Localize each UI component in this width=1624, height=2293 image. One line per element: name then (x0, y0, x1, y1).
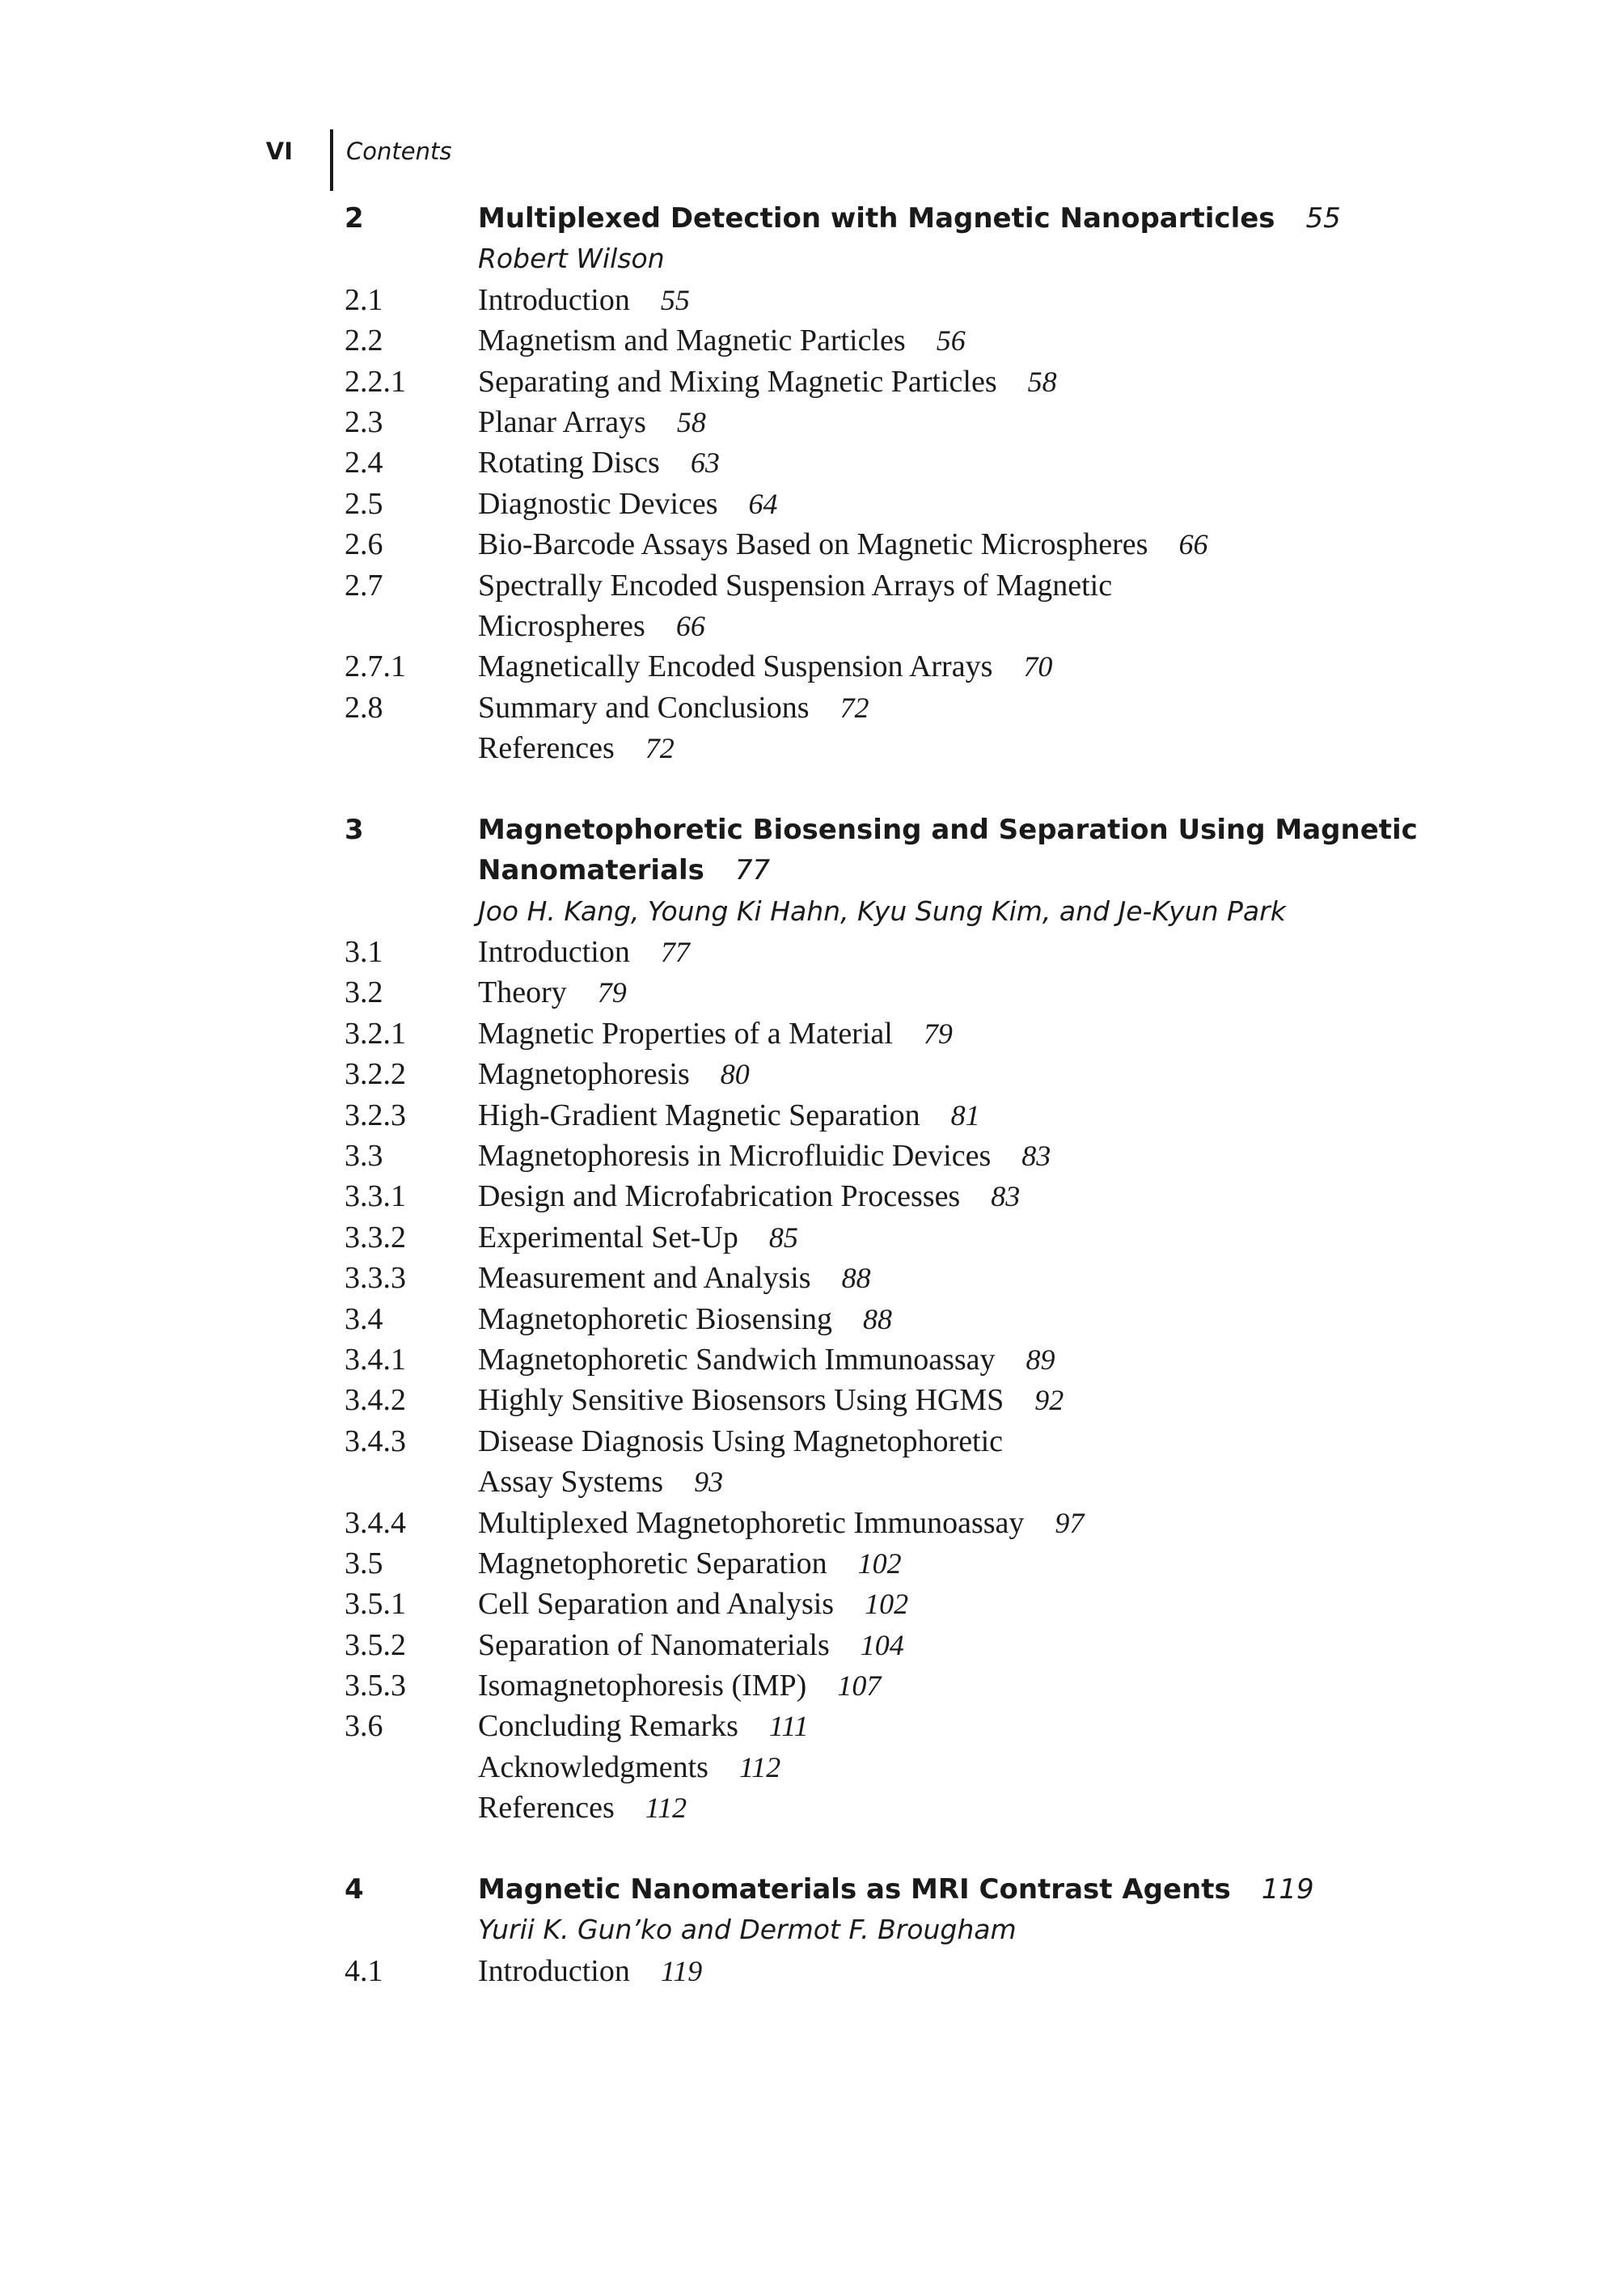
section-title: Introduction (478, 935, 630, 970)
section-title: References (478, 731, 615, 766)
running-head: Contents (346, 137, 452, 165)
chapter-authors: Joo H. Kang, Young Ki Hahn, Kyu Sung Kim, and Je-Kyun Park (478, 895, 1286, 927)
section-title-text (478, 484, 778, 524)
toc-entry[interactable] (345, 1054, 1315, 1094)
toc-entry[interactable] (345, 1503, 1315, 1543)
chapter-authors: Robert Wilson (478, 243, 665, 275)
section-title-text (478, 687, 869, 728)
header-rule (330, 129, 333, 191)
section-page: 102 (857, 1546, 902, 1580)
section-number: 3.2.1 (345, 1016, 406, 1051)
section-title: Magnetism and Magnetic Particles (478, 324, 906, 358)
section-number: 3.5 (345, 1546, 383, 1580)
section-number: 2.1 (345, 282, 383, 317)
section-number: 3.1 (345, 935, 383, 970)
section-number: 3.4.2 (345, 1383, 406, 1418)
section-page: 56 (936, 324, 966, 357)
section-page: 111 (768, 1710, 809, 1743)
section-page: 70 (1023, 650, 1053, 683)
section-title-text (478, 606, 705, 646)
chapter-authors-line (345, 1910, 1315, 1950)
section-title-text (478, 565, 1112, 606)
toc-entry[interactable] (345, 1584, 1315, 1624)
toc-entry[interactable] (345, 1380, 1315, 1420)
section-title-text (478, 1625, 904, 1665)
chapter-heading[interactable] (345, 810, 1418, 850)
section-title-text (478, 1503, 1084, 1543)
toc-entry[interactable] (345, 1136, 1315, 1176)
section-page: 72 (839, 691, 869, 724)
section-number: 2.3 (345, 404, 383, 439)
section-title: Theory (478, 975, 567, 1010)
section-title-text (478, 646, 1052, 687)
section-title-text (478, 320, 966, 361)
section-title: Bio-Barcode Assays Based on Magnetic Microspheres (478, 527, 1148, 562)
toc-entry[interactable] (345, 646, 1315, 687)
chapter-title-text (478, 198, 1341, 239)
section-title: Introduction (478, 282, 630, 317)
toc-entry[interactable] (345, 1747, 1315, 1787)
section-title: Diagnostic Devices (478, 486, 718, 521)
toc-entry[interactable] (345, 362, 1315, 402)
section-page: 97 (1055, 1506, 1085, 1539)
section-page: 88 (862, 1302, 892, 1335)
chapter-title-text (478, 850, 770, 891)
section-title: Isomagnetophoresis (IMP) (478, 1669, 807, 1703)
section-title-text (478, 1258, 871, 1298)
section-title: Magnetophoretic Biosensing (478, 1301, 832, 1336)
chapter-title: Multiplexed Detection with Magnetic Nanoparticles (478, 202, 1275, 235)
section-page: 80 (720, 1058, 750, 1091)
toc-entry[interactable] (345, 1951, 1315, 1991)
section-title: Cell Separation and Analysis (478, 1587, 835, 1622)
section-title-text (478, 1665, 881, 1706)
section-page: 112 (738, 1750, 781, 1783)
section-title-text (478, 1584, 908, 1624)
toc-entry[interactable] (345, 524, 1315, 565)
section-title: Design and Microfabrication Processes (478, 1179, 961, 1214)
section-page: 119 (660, 1954, 703, 1987)
section-number: 3.2 (345, 975, 383, 1010)
toc-entry[interactable] (345, 320, 1315, 361)
toc-entry[interactable] (345, 1543, 1315, 1584)
section-title: Separating and Mixing Magnetic Particles (478, 364, 997, 399)
section-page: 77 (660, 936, 690, 969)
section-number: 3.4.1 (345, 1342, 406, 1377)
toc-entry-continued[interactable] (345, 1462, 1315, 1502)
section-number: 3.5.3 (345, 1669, 406, 1703)
section-number: 2.7.1 (345, 649, 406, 684)
toc-entry[interactable] (345, 972, 1315, 1013)
toc-entry[interactable] (345, 1421, 1315, 1462)
section-title-text (478, 280, 690, 320)
section-title: Spectrally Encoded Suspension Arrays of Magnetic (478, 568, 1113, 603)
section-number: 3.2.2 (345, 1057, 406, 1092)
section-number: 2.5 (345, 486, 383, 521)
chapter-title-continued: Nanomaterials (478, 854, 704, 887)
chapter-authors: Yurii K. Gun’ko and Dermot F. Brougham (478, 1914, 1017, 1946)
section-title-text (478, 932, 690, 972)
section-number: 2.2.1 (345, 364, 406, 399)
chapter-spacer (345, 1829, 1315, 1869)
page-folio: VI (265, 137, 293, 165)
section-page: 83 (991, 1180, 1021, 1213)
toc-entry[interactable] (345, 1787, 1315, 1828)
chapter-number: 4 (345, 1873, 364, 1906)
section-page: 112 (645, 1792, 687, 1825)
section-title-text (478, 1176, 1020, 1216)
section-title-text (478, 1136, 1051, 1176)
chapter-page: 77 (734, 854, 771, 887)
toc-entry[interactable] (345, 1217, 1315, 1258)
section-title: Separation of Nanomaterials (478, 1627, 830, 1662)
section-title: Summary and Conclusions (478, 690, 810, 725)
toc-entry[interactable] (345, 1339, 1315, 1380)
chapter-page: 119 (1261, 1873, 1314, 1906)
section-title: Planar Arrays (478, 404, 646, 439)
section-title: Magnetic Properties of a Material (478, 1016, 893, 1051)
section-page: 66 (675, 609, 705, 642)
toc-entry[interactable] (345, 1176, 1315, 1216)
section-title-text (478, 1706, 809, 1746)
section-number: 2.7 (345, 568, 383, 603)
section-page: 93 (694, 1466, 724, 1499)
section-page: 81 (950, 1098, 980, 1132)
chapter-title: Magnetophoretic Biosensing and Separation Using Magnetic (478, 813, 1418, 846)
section-title: Highly Sensitive Biosensors Using HGMS (478, 1383, 1004, 1418)
section-title: Measurement and Analysis (478, 1261, 811, 1296)
section-title: Magnetophoresis (478, 1057, 690, 1092)
chapter-heading-continued[interactable] (345, 850, 1315, 891)
section-title-continued: Assay Systems (478, 1465, 664, 1500)
section-page: 107 (837, 1669, 882, 1703)
section-title-text (478, 1462, 723, 1502)
section-title-text (478, 1095, 980, 1136)
chapter-title: Magnetic Nanomaterials as MRI Contrast Agents (478, 1873, 1231, 1906)
chapter-page: 55 (1305, 202, 1341, 235)
section-page: 79 (597, 976, 627, 1009)
section-title-text (478, 1299, 892, 1339)
toc-entry-continued[interactable] (345, 606, 1315, 646)
section-page: 63 (690, 446, 720, 480)
section-number: 3.5.1 (345, 1587, 406, 1622)
section-number: 2.6 (345, 527, 383, 562)
section-page: 66 (1178, 528, 1208, 561)
section-page: 58 (676, 405, 706, 438)
section-number: 3.3.1 (345, 1179, 406, 1214)
chapter-number: 3 (345, 813, 364, 846)
section-title: Magnetophoretic Separation (478, 1546, 827, 1580)
toc-entry[interactable] (345, 687, 1315, 728)
chapter-spacer (345, 768, 1315, 809)
toc-entry[interactable] (345, 1013, 1315, 1054)
toc-entry[interactable] (345, 442, 1315, 483)
section-title: Introduction (478, 1953, 630, 1988)
section-title-text (478, 1380, 1064, 1420)
section-title-text (478, 1339, 1055, 1380)
section-page: 102 (865, 1588, 909, 1621)
section-number: 3.3 (345, 1138, 383, 1173)
table-of-contents (345, 198, 1418, 1991)
toc-entry[interactable] (345, 280, 1315, 320)
section-number: 2.8 (345, 690, 383, 725)
section-page: 79 (923, 1017, 953, 1050)
section-number: 3.3.3 (345, 1261, 406, 1296)
chapter-title-text (478, 810, 1418, 850)
section-number: 3.5.2 (345, 1627, 406, 1662)
section-number: 3.4.4 (345, 1505, 406, 1540)
section-page: 64 (748, 487, 778, 520)
toc-entry[interactable] (345, 1095, 1315, 1136)
section-page: 92 (1034, 1384, 1064, 1417)
section-page: 58 (1027, 365, 1057, 398)
section-page: 89 (1026, 1343, 1055, 1376)
toc-entry[interactable] (345, 484, 1315, 524)
section-number: 4.1 (345, 1953, 383, 1988)
section-page: 72 (645, 732, 675, 765)
section-number: 3.2.3 (345, 1098, 406, 1132)
section-title: References (478, 1791, 615, 1826)
toc-entry[interactable] (345, 728, 1315, 768)
section-page: 83 (1021, 1139, 1051, 1172)
toc-entry[interactable] (345, 402, 1315, 442)
section-title-text (478, 1217, 798, 1258)
section-title-text (478, 524, 1207, 565)
toc-entry[interactable] (345, 1665, 1315, 1706)
section-title-text (478, 402, 706, 442)
toc-entry[interactable] (345, 1299, 1315, 1339)
section-title-text (478, 1013, 953, 1054)
chapter-title-text (478, 1869, 1314, 1910)
toc-entry[interactable] (345, 565, 1315, 606)
section-title: High-Gradient Magnetic Separation (478, 1098, 920, 1132)
chapter-authors-line (345, 239, 1315, 279)
section-title-text (478, 362, 1057, 402)
section-title-text (478, 1747, 780, 1787)
section-title: Magnetophoretic Sandwich Immunoassay (478, 1342, 996, 1377)
section-title-text (478, 728, 675, 768)
section-number: 2.2 (345, 324, 383, 358)
toc-entry[interactable] (345, 1258, 1315, 1298)
chapter-number: 2 (345, 202, 364, 235)
section-title: Magnetophoresis in Microfluidic Devices (478, 1138, 992, 1173)
chapter-heading[interactable] (345, 1869, 1315, 1910)
section-page: 55 (660, 283, 690, 316)
section-title-text (478, 1421, 1003, 1462)
section-title-text (478, 1543, 902, 1584)
section-title: Disease Diagnosis Using Magnetophoretic (478, 1424, 1004, 1458)
section-page: 104 (860, 1628, 904, 1661)
chapter-heading[interactable] (345, 198, 1341, 239)
section-title-text (478, 972, 627, 1013)
section-title: Concluding Remarks (478, 1709, 738, 1744)
section-title: Multiplexed Magnetophoretic Immunoassay (478, 1505, 1025, 1540)
toc-entry[interactable] (345, 1706, 1315, 1746)
section-number: 3.4 (345, 1301, 383, 1336)
section-title-text (478, 442, 720, 483)
section-title: Rotating Discs (478, 446, 660, 480)
section-number: 3.6 (345, 1709, 383, 1744)
section-title-continued: Microspheres (478, 608, 645, 643)
section-number: 3.3.2 (345, 1220, 406, 1254)
section-title-text (478, 1054, 750, 1094)
section-number: 3.4.3 (345, 1424, 406, 1458)
section-title: Magnetically Encoded Suspension Arrays (478, 649, 993, 684)
section-title: Acknowledgments (478, 1749, 708, 1784)
section-page: 88 (841, 1262, 871, 1295)
toc-entry[interactable] (345, 932, 1315, 972)
section-title: Experimental Set-Up (478, 1220, 738, 1254)
section-title-text (478, 1787, 687, 1828)
section-number: 2.4 (345, 446, 383, 480)
section-page: 85 (768, 1221, 798, 1254)
toc-entry[interactable] (345, 1625, 1315, 1665)
section-title-text (478, 1951, 702, 1991)
chapter-authors-line (345, 891, 1315, 932)
